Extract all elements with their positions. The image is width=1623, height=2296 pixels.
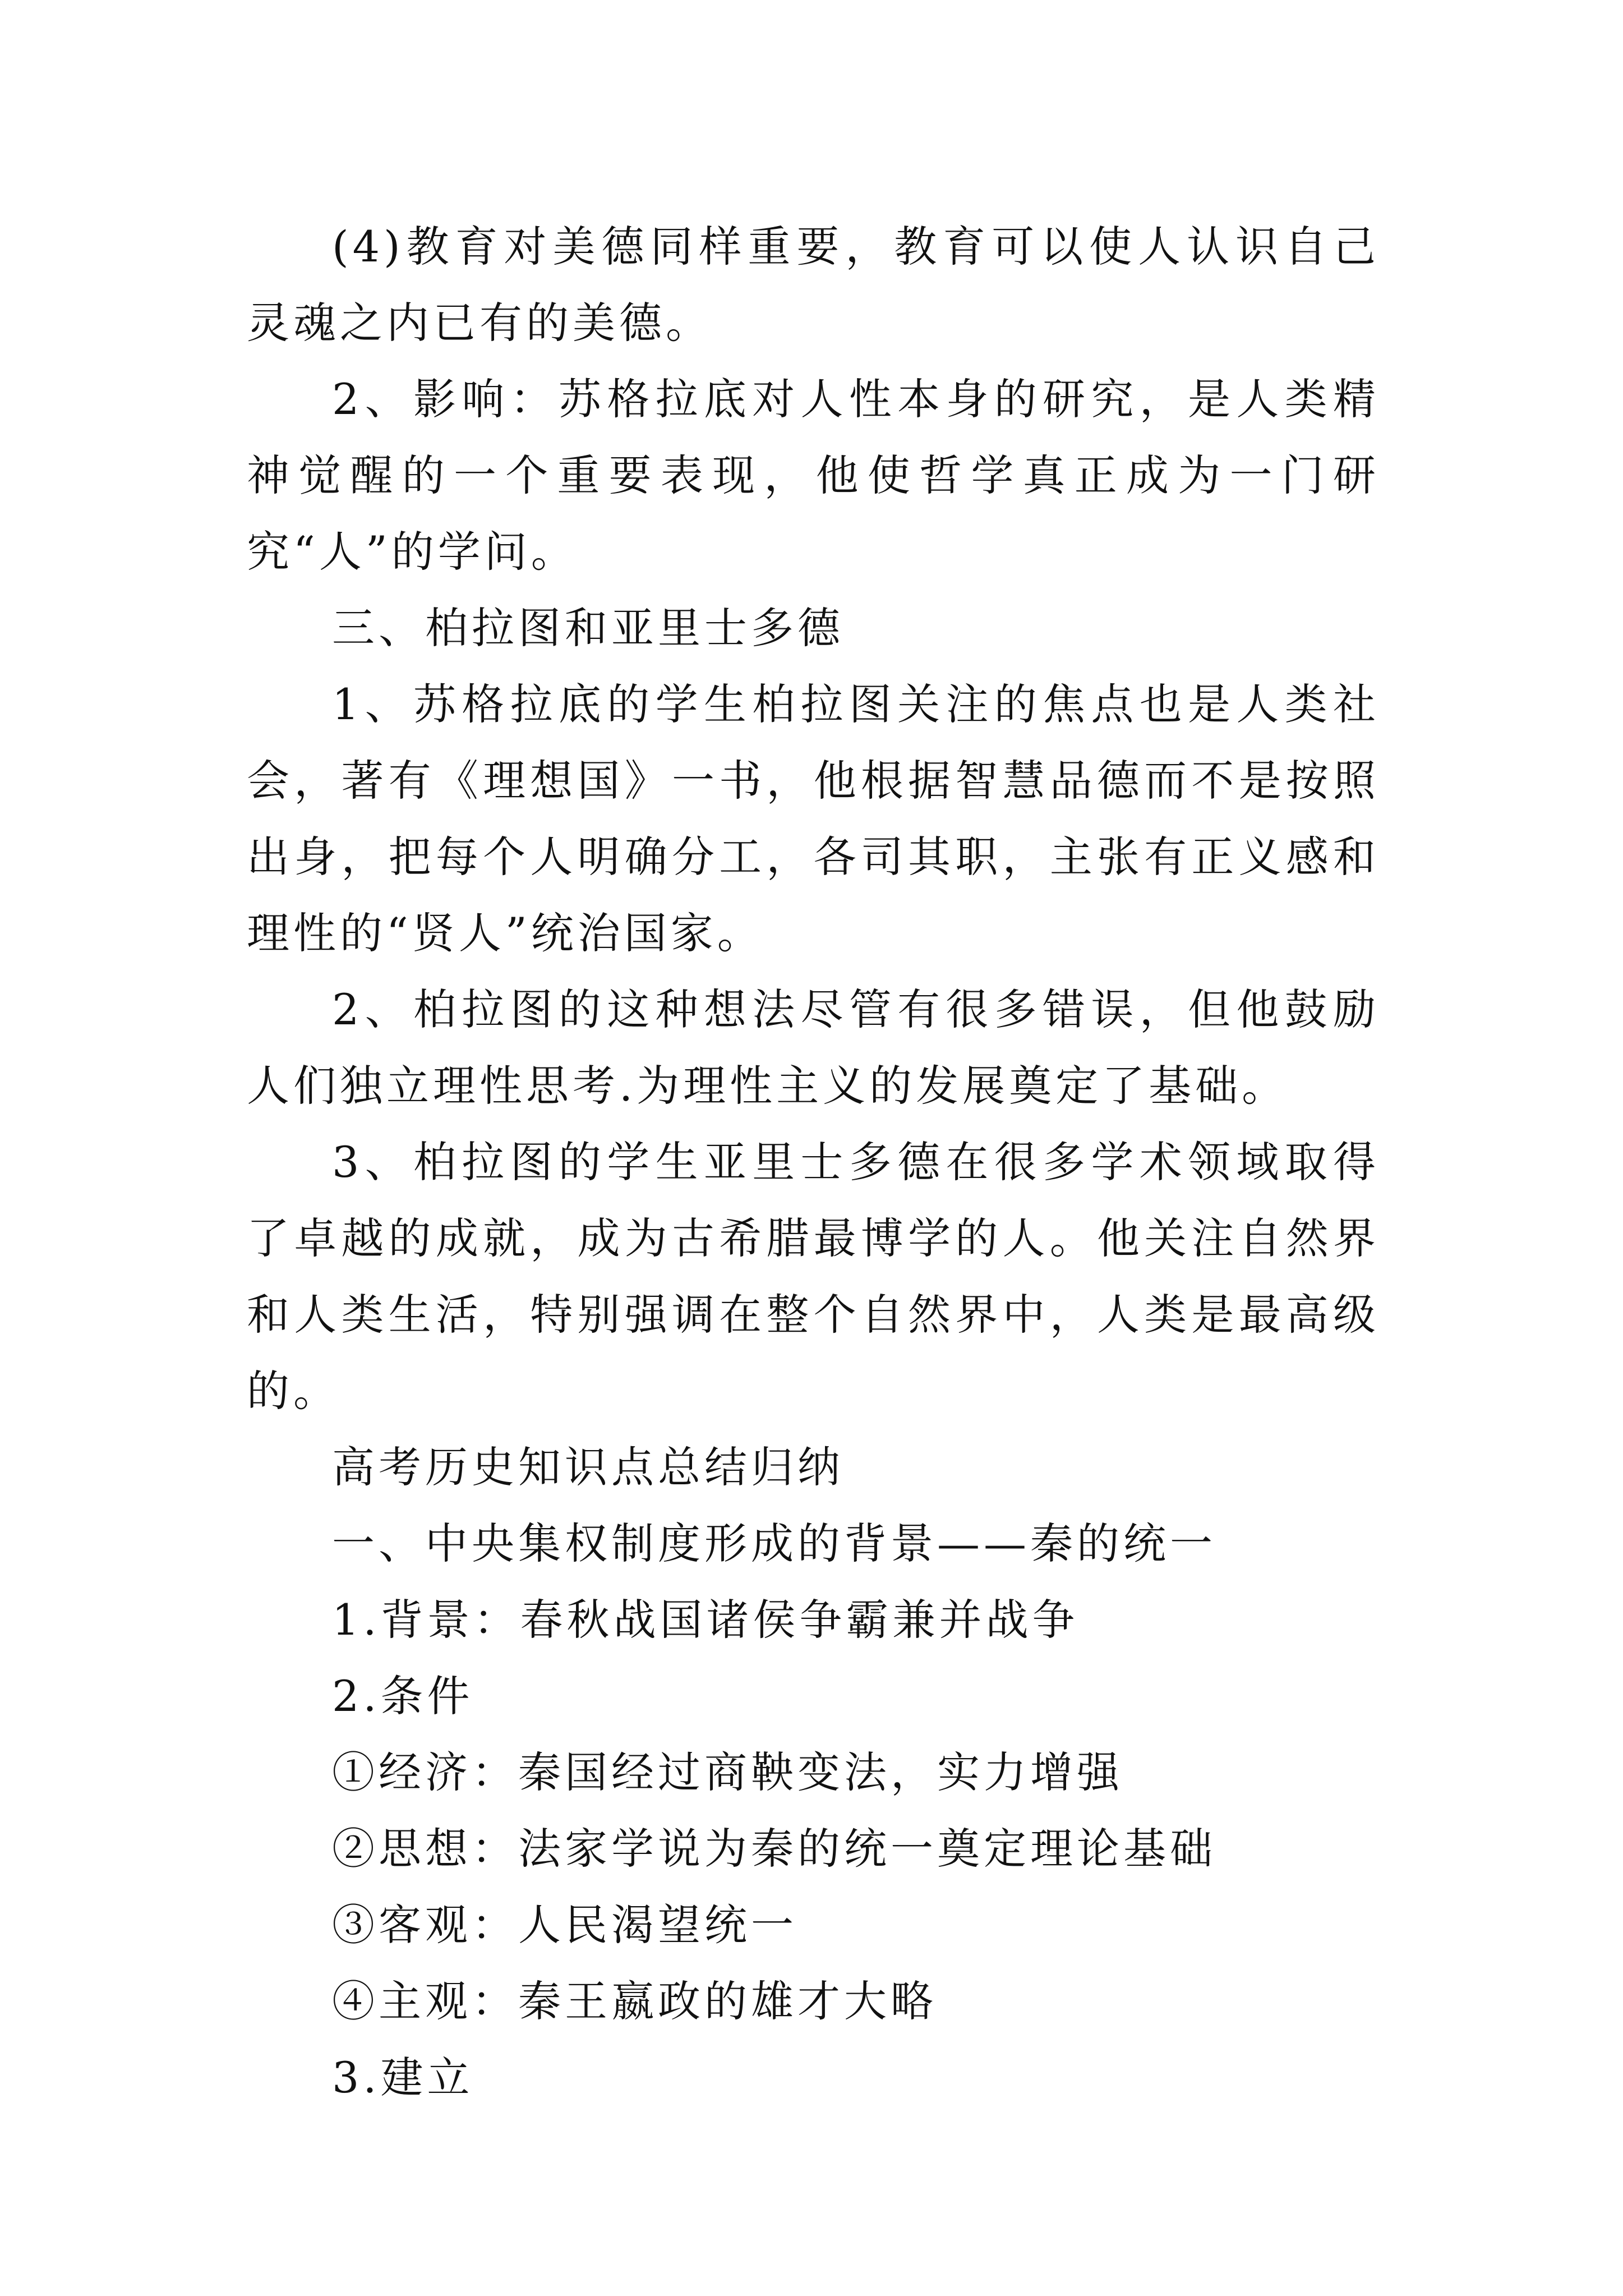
list-item-background: 1.背景：春秋战国诸侯争霸兼并战争 [332,1595,1079,1645]
paragraph-plato-republic: 1、苏格拉底的学生柏拉图关注的焦点也是人类社会，著有《理想国》一书，他根据智慧品德而不是按照出身，把每个人明确分工，各司其职，主张有正义感和理性的“贤人”统治国家。 [247,679,1380,958]
list-item-ideology: ②思想：法家学说为秦的统一奠定理论基础 [332,1824,1216,1874]
list-item-economy: ①经济：秦国经过商鞅变法，实力增强 [332,1747,1123,1797]
paragraph-socrates-influence: 2、影响：苏格拉底对人性本身的研究，是人类精神觉醒的一个重要表现，他使哲学真正成为一门研究“人”的学问。 [247,374,1380,577]
heading-history-summary: 高考历史知识点总结归纳 [332,1442,844,1492]
section-heading-plato-aristotle: 三、柏拉图和亚里士多德 [332,603,844,653]
paragraph-aristotle: 3、柏拉图的学生亚里士多德在很多学术领域取得了卓越的成就，成为古希腊最博学的人。他关注自然界和人类生活，特别强调在整个自然界中，人类是最高级的。 [247,1137,1380,1416]
document-body [247,209,1380,2116]
paragraph-education-virtue: (4)教育对美德同样重要，教育可以使人认识自己灵魂之内已有的美德。 [247,222,1380,348]
list-item-subjective: ④主观：秦王嬴政的雄才大略 [332,1976,937,2026]
section-heading-qin-unification: 一、中央集权制度形成的背景——秦的统一 [332,1519,1216,1568]
list-item-establishment: 3.建立 [332,2053,474,2102]
list-item-objective: ③客观：人民渴望统一 [332,1900,797,1950]
list-item-conditions: 2.条件 [332,1671,474,1721]
paragraph-plato-rationalism: 2、柏拉图的这种想法尽管有很多错误，但他鼓励人们独立理性思考.为理性主义的发展奠定了基础。 [247,984,1380,1111]
